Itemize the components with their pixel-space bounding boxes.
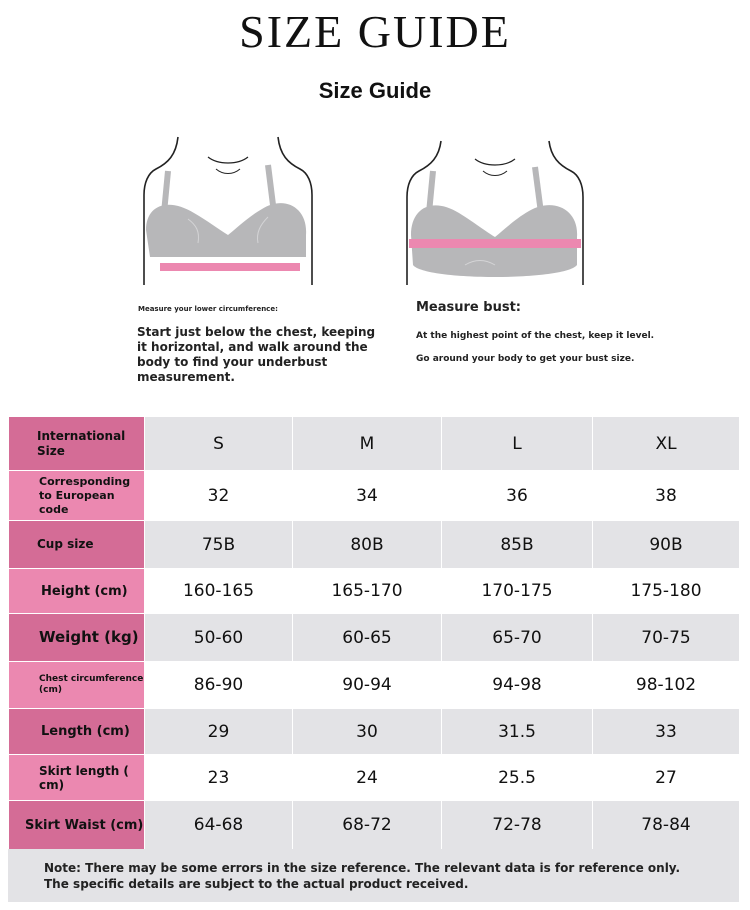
table-cell: 36 (442, 471, 593, 521)
note-line-2: The specific details are subject to the actual product received. (44, 877, 469, 891)
table-cell: 90B (593, 521, 740, 569)
table-row (9, 569, 740, 614)
bust-heading: Measure bust: (416, 300, 521, 315)
row-label: International Size (9, 417, 145, 471)
bust-line-2: Go around your body to get your bust size. (416, 354, 635, 364)
table-row (9, 417, 740, 471)
table-cell: 170-175 (442, 569, 593, 614)
table-row (9, 709, 740, 755)
table-row (9, 662, 740, 709)
table-cell: 33 (593, 709, 740, 755)
table-cell: 29 (145, 709, 293, 755)
table-cell: 72-78 (442, 801, 593, 850)
table-cell: 85B (442, 521, 593, 569)
row-label: Skirt Waist (cm) (9, 801, 145, 850)
table-cell: XL (593, 417, 740, 471)
table-cell: 65-70 (442, 614, 593, 662)
table-cell: 27 (593, 755, 740, 801)
underbust-line: it horizontal, and walk around the (137, 340, 368, 354)
table-cell: 86-90 (145, 662, 293, 709)
row-label: Chest circumference (cm) (9, 662, 145, 709)
disclaimer-note (8, 849, 739, 902)
table-cell: 94-98 (442, 662, 593, 709)
table-row (9, 471, 740, 521)
table-cell: 30 (293, 709, 442, 755)
table-cell: 98-102 (593, 662, 740, 709)
table-row (9, 755, 740, 801)
row-label: Length (cm) (9, 709, 145, 755)
table-cell: 90-94 (293, 662, 442, 709)
table-cell: 50-60 (145, 614, 293, 662)
table-cell: 23 (145, 755, 293, 801)
table-cell: 34 (293, 471, 442, 521)
table-row (9, 614, 740, 662)
table-cell: 78-84 (593, 801, 740, 850)
table-cell: 64-68 (145, 801, 293, 850)
row-label: Height (cm) (9, 569, 145, 614)
table-cell: 75B (145, 521, 293, 569)
table-cell: 32 (145, 471, 293, 521)
table-cell: 175-180 (593, 569, 740, 614)
table-cell: 80B (293, 521, 442, 569)
table-cell: 25.5 (442, 755, 593, 801)
table-cell: 38 (593, 471, 740, 521)
table-cell: 165-170 (293, 569, 442, 614)
row-label: Skirt length ( cm) (9, 755, 145, 801)
row-label: Weight (kg) (9, 614, 145, 662)
section-title: Size Guide (318, 78, 432, 103)
underbust-line: Start just below the chest, keeping (137, 325, 376, 339)
underbust-line: measurement. (137, 370, 235, 384)
underbust-illustration (128, 135, 328, 295)
page-title: SIZE GUIDE (239, 6, 511, 57)
table-cell: 70-75 (593, 614, 740, 662)
row-label: Cup size (9, 521, 145, 569)
table-cell: 24 (293, 755, 442, 801)
underbust-small-caption: Measure your lower circumference: (138, 305, 278, 313)
underbust-line: body to find your underbust (137, 355, 328, 369)
underbust-instructions (137, 325, 375, 385)
table-cell: 160-165 (145, 569, 293, 614)
table-cell: 68-72 (293, 801, 442, 850)
bust-line-1: At the highest point of the chest, keep it level. (416, 331, 655, 341)
table-cell: S (145, 417, 293, 471)
table-cell: L (442, 417, 593, 471)
table-cell: 31.5 (442, 709, 593, 755)
bust-illustration (395, 135, 595, 295)
size-table (8, 416, 740, 850)
table-cell: 60-65 (293, 614, 442, 662)
table-row (9, 801, 740, 850)
row-label: Corresponding to European code (9, 471, 145, 521)
table-row (9, 521, 740, 569)
note-line-1: Note: There may be some errors in the size reference. The relevant data is for reference only. (44, 861, 681, 875)
table-cell: M (293, 417, 442, 471)
